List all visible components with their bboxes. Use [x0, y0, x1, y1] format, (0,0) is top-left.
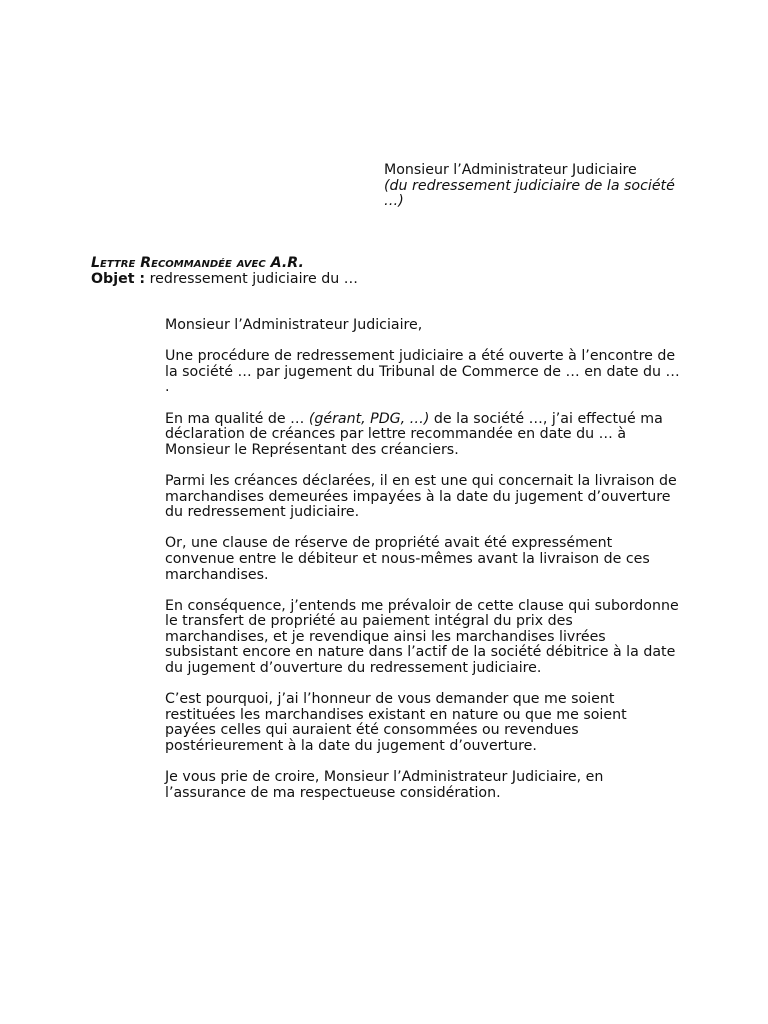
- paragraph-3: Parmi les créances déclarées, il en est une qui concernait la livraison de marchandises demeurées impayées à la date du jugement d’ouverture du redressement judiciaire.: [165, 472, 677, 521]
- salutation: Monsieur l’Administrateur Judiciaire,: [165, 317, 423, 333]
- recipient-title: Monsieur l’Administrateur Judiciaire: [384, 162, 637, 178]
- paragraph-6: C’est pourquoi, j’ai l’honneur de vous demander que me soient restituées les marchandises existant en nature ou que me soient payées celles qui auraient été consommées ou revendues postérieurement à la date du jugement d’ouverture.: [165, 691, 627, 755]
- recipient-subtitle: (du redressement judiciaire de la société …): [384, 177, 675, 210]
- paragraph-1: Une procédure de redressement judiciaire a été ouverte à l’encontre de la société … par jugement du Tribunal de Commerce de … en date du … .: [165, 348, 680, 396]
- paragraph-4: Or, une clause de réserve de propriété avait été expressément convenue entre le débiteur et nous-mêmes avant la livraison de ces marchandises.: [165, 535, 650, 583]
- recipient-address: [384, 163, 694, 210]
- subject-text: redressement judiciaire du …: [145, 270, 358, 287]
- letter-header: [91, 256, 691, 287]
- paragraph-2-end: de la société …, j’ai effectué ma déclaration de créances par lettre recommandée en date du … à Monsieur le Représentant des créanciers.: [165, 410, 663, 458]
- subject-line: [91, 272, 691, 288]
- paragraph-2-start: En ma qualité de …: [165, 410, 309, 427]
- paragraph-2: [165, 412, 680, 459]
- paragraph-2-role: (gérant, PDG, …): [308, 410, 430, 427]
- paragraph-5: En conséquence, j’entends me prévaloir de cette clause qui subordonne le transfert de propriété au paiement intégral du prix des marchandises, et je revendique ainsi les marchandises livrées subsistant encore en nature dans l’actif de la société débitrice à la date du jugement d’ouverture du redressement judiciaire.: [165, 597, 679, 677]
- letter-body: [165, 318, 680, 817]
- subject-label: Objet :: [91, 270, 146, 287]
- registered-mail-notice: Lettre Recommandée avec A.R.: [91, 255, 304, 271]
- closing-paragraph: Je vous prie de croire, Monsieur l’Administrateur Judiciaire, en l’assurance de ma respectueuse considération.: [165, 769, 604, 801]
